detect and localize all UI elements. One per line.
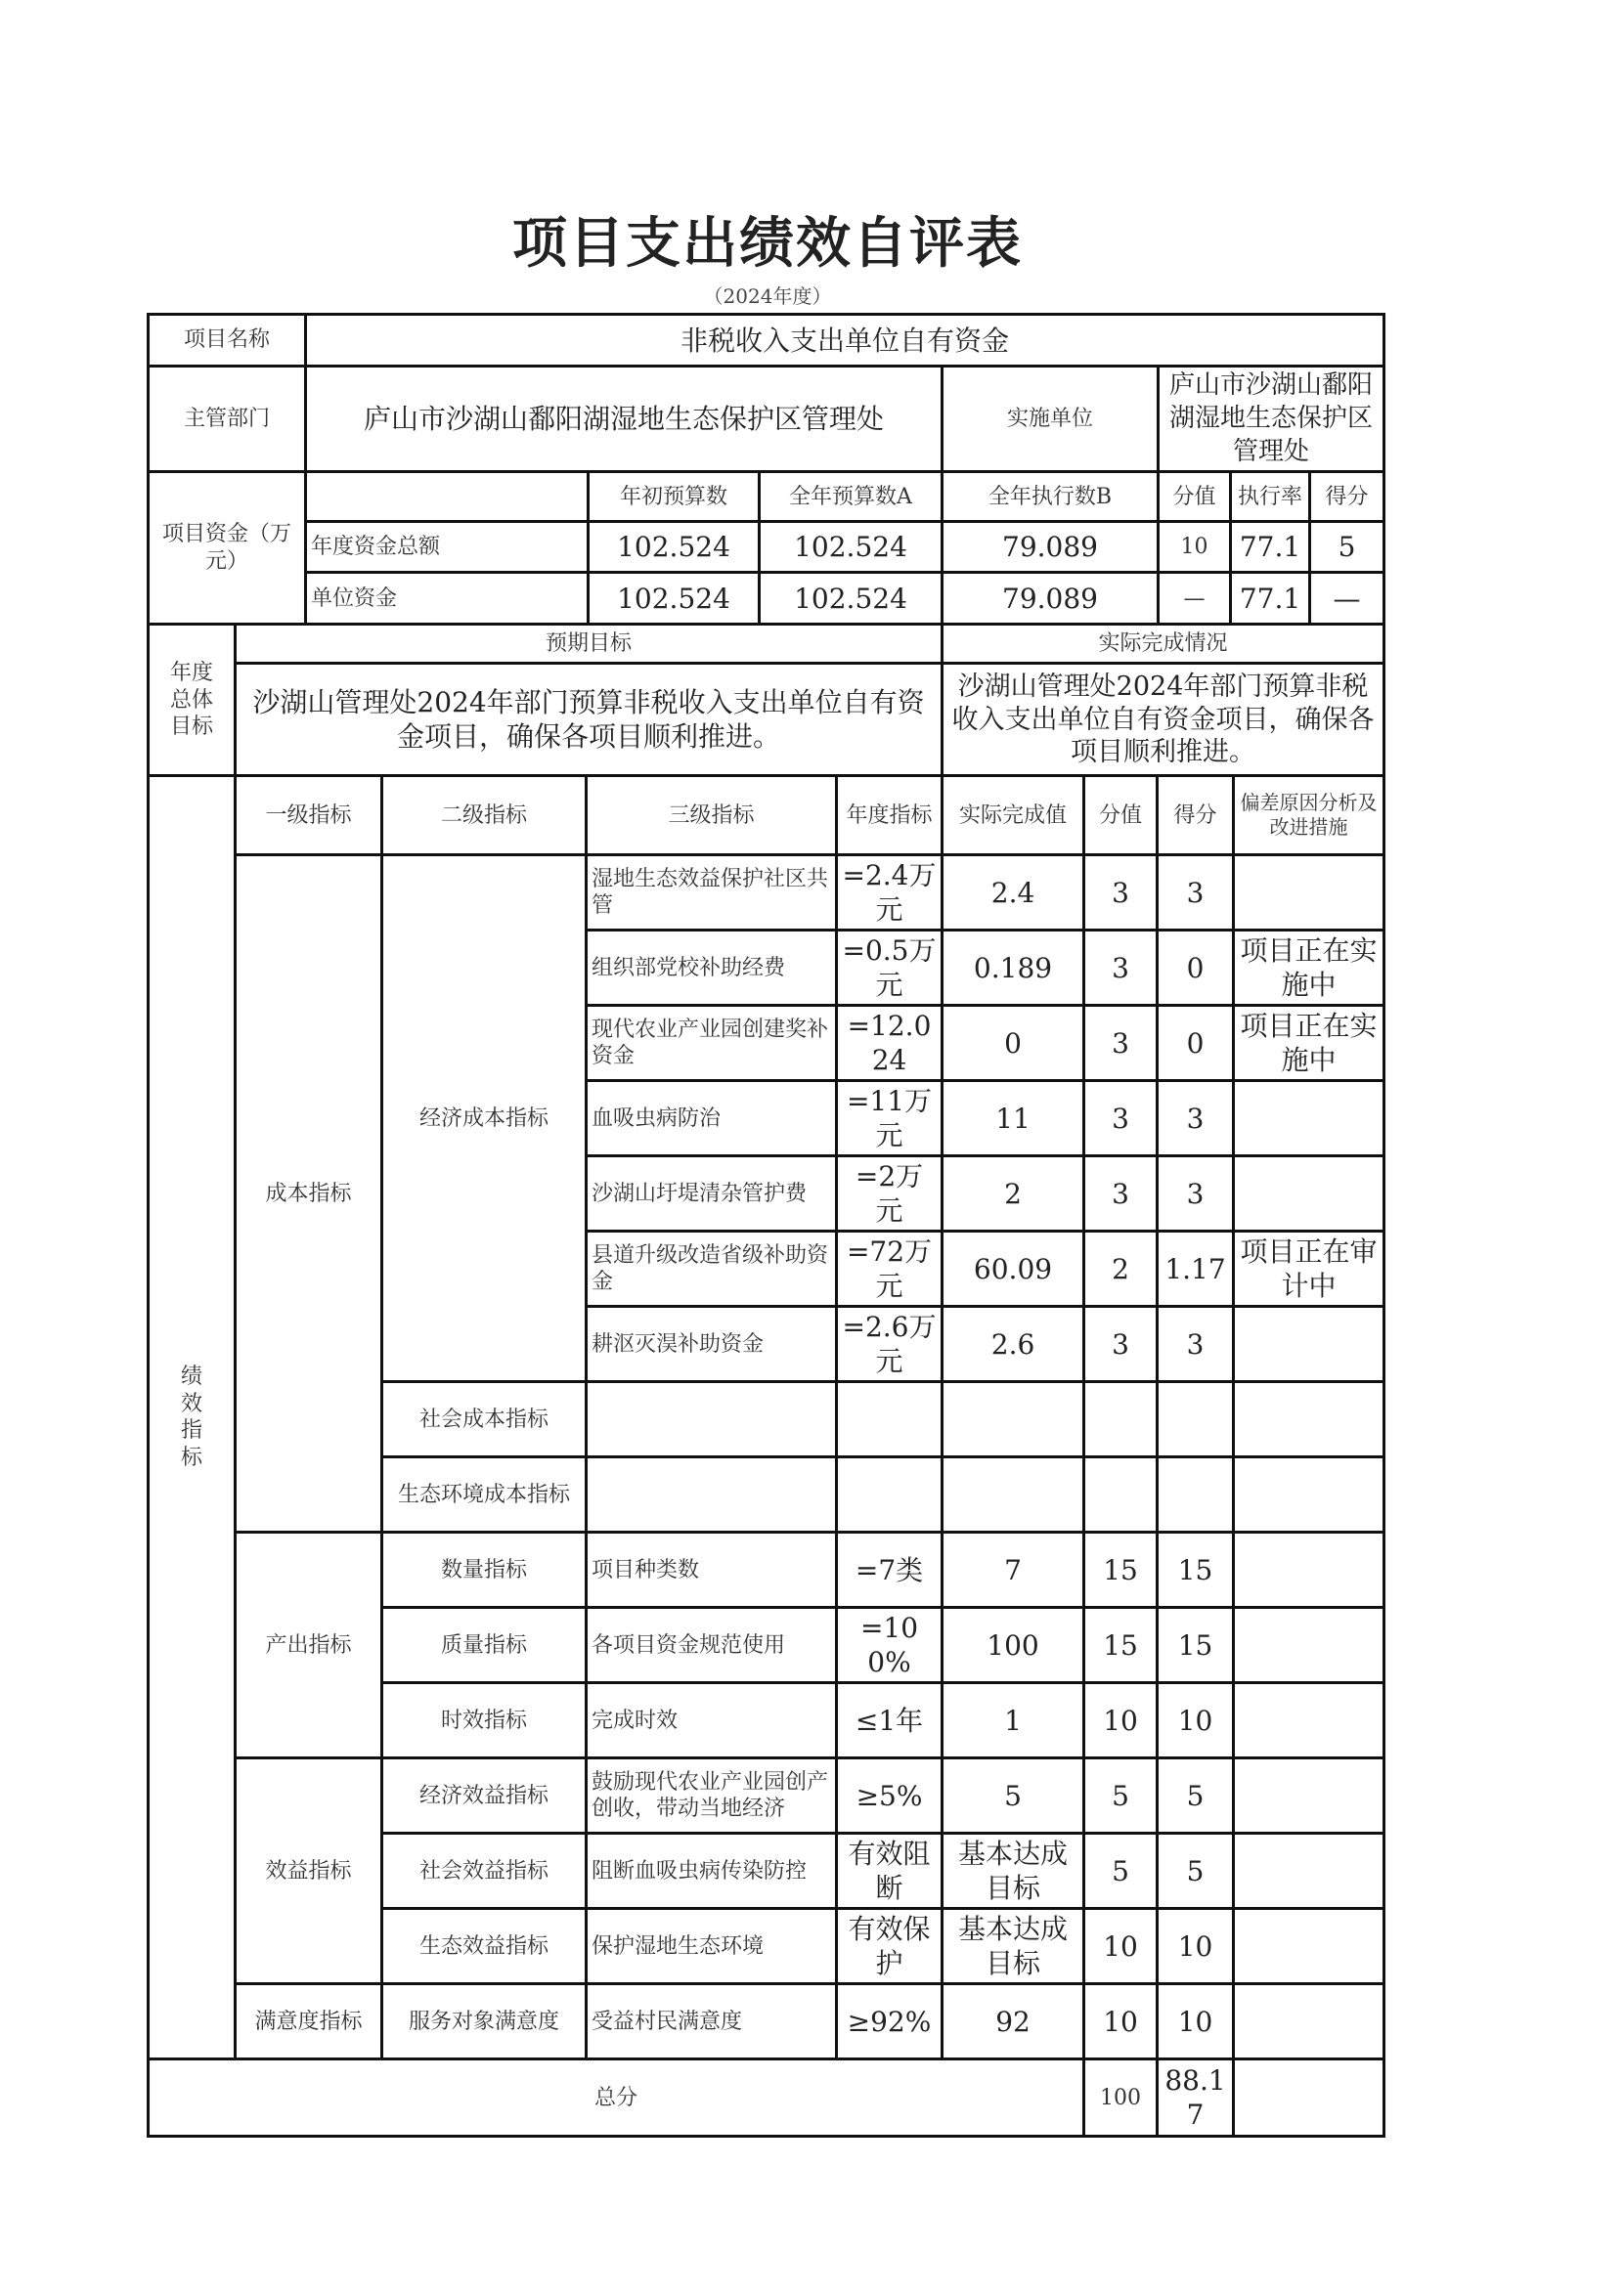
funds-header: 年初预算数 — [589, 472, 760, 522]
performance-table — [147, 623, 1385, 2138]
score-got: 3 — [1158, 855, 1234, 931]
level3-indicator: 各项目资金规范使用 — [587, 1608, 837, 1683]
level1-indicator: 满意度指标 — [236, 1984, 382, 2059]
indicator-row — [149, 1984, 1384, 2059]
level2-indicator: 经济效益指标 — [382, 1758, 587, 1834]
actual-value — [943, 1382, 1084, 1457]
indicator-header: 年度指标 — [837, 776, 943, 855]
actual-value: 1 — [943, 1683, 1084, 1758]
annual-target: =2.4万元 — [837, 855, 943, 931]
annual-target: =0.5万元 — [837, 931, 943, 1006]
deviation-reason — [1234, 1533, 1384, 1608]
total-row — [149, 2059, 1384, 2137]
level3-indicator: 湿地生态效益保护社区共管 — [587, 855, 837, 931]
annual-target: =100% — [837, 1608, 943, 1683]
indicator-header: 实际完成值 — [943, 776, 1084, 855]
deviation-reason — [1234, 1382, 1384, 1457]
score-value: 15 — [1084, 1608, 1158, 1683]
deviation-reason — [1234, 1909, 1384, 1984]
score-got: 3 — [1158, 1156, 1234, 1232]
total-label: 总分 — [149, 2059, 1084, 2137]
actual-value: 基本达成目标 — [943, 1909, 1084, 1984]
score-value: 3 — [1084, 931, 1158, 1006]
annual-target: =12.024 — [837, 1006, 943, 1081]
level3-indicator: 组织部党校补助经费 — [587, 931, 837, 1006]
funds-header: 全年执行数B — [943, 472, 1159, 522]
level1-indicator: 效益指标 — [236, 1758, 382, 1984]
actual-value: 0 — [943, 1006, 1084, 1081]
score-value: 5 — [1084, 1834, 1158, 1909]
actual-value: 92 — [943, 1984, 1084, 2059]
funds-label: 项目资金（万元） — [149, 472, 306, 625]
actual-value — [943, 1457, 1084, 1533]
indicator-header: 偏差原因分析及改进措施 — [1234, 776, 1384, 855]
level1-indicator: 成本指标 — [236, 855, 382, 1533]
actual-value: 2 — [943, 1156, 1084, 1232]
score-got: 0 — [1158, 931, 1234, 1006]
annual-target: =2.6万元 — [837, 1307, 943, 1382]
project-name: 非税收入支出单位自有资金 — [306, 315, 1384, 367]
actual-goal-label: 实际完成情况 — [943, 625, 1384, 664]
level2-indicator: 时效指标 — [382, 1683, 587, 1758]
actual-value: 5 — [943, 1758, 1084, 1834]
deviation-reason: 项目正在审计中 — [1234, 1232, 1384, 1307]
deviation-reason — [1234, 1457, 1384, 1533]
annual-target: ≥92% — [837, 1984, 943, 2059]
level2-indicator: 社会成本指标 — [382, 1382, 587, 1457]
level2-indicator: 数量指标 — [382, 1533, 587, 1608]
level3-indicator — [587, 1382, 837, 1457]
score-got: 0 — [1158, 1006, 1234, 1081]
score-got: 15 — [1158, 1608, 1234, 1683]
annual-target: =7类 — [837, 1533, 943, 1608]
score-got: 5 — [1158, 1834, 1234, 1909]
dept-label: 主管部门 — [149, 367, 306, 472]
score-got: 10 — [1158, 1984, 1234, 2059]
indicator-header: 二级指标 — [382, 776, 587, 855]
level3-indicator: 阻断血吸虫病传染防控 — [587, 1834, 837, 1909]
score-value: 3 — [1084, 855, 1158, 931]
funds-header: 得分 — [1310, 472, 1384, 522]
deviation-reason: 项目正在实施中 — [1234, 1006, 1384, 1081]
actual-value: 60.09 — [943, 1232, 1084, 1307]
level2-indicator: 经济成本指标 — [382, 855, 587, 1382]
level3-indicator — [587, 1457, 837, 1533]
level3-indicator: 现代农业产业园创建奖补资金 — [587, 1006, 837, 1081]
annual-target: 有效保护 — [837, 1909, 943, 1984]
score-value: 5 — [1084, 1758, 1158, 1834]
annual-target — [837, 1382, 943, 1457]
indicator-header: 三级指标 — [587, 776, 837, 855]
funds-row-name: 年度资金总额 — [306, 522, 589, 573]
annual-target: ≥5% — [837, 1758, 943, 1834]
page-title: 项目支出绩效自评表 — [512, 212, 1023, 276]
annual-target: =2万元 — [837, 1156, 943, 1232]
year-subtitle: （2024年度） — [703, 284, 832, 308]
score-value — [1084, 1457, 1158, 1533]
impl-value: 庐山市沙湖山鄱阳湖湿地生态保护区管理处 — [1159, 367, 1384, 472]
indicator-row — [149, 1533, 1384, 1608]
funds-annual: 102.524 — [760, 522, 943, 573]
score-got: 10 — [1158, 1683, 1234, 1758]
score-value: 3 — [1084, 1006, 1158, 1081]
actual-goal-text: 沙湖山管理处2024年部门预算非税收入支出单位自有资金项目，确保各项目顺利推进。 — [943, 664, 1384, 776]
deviation-reason — [1234, 1608, 1384, 1683]
actual-value: 7 — [943, 1533, 1084, 1608]
project-info-table — [147, 313, 1385, 626]
project-name-label: 项目名称 — [149, 315, 306, 367]
indicators-label: 绩效指标 — [149, 776, 236, 2059]
level3-indicator: 耕沤灭淏补助资金 — [587, 1307, 837, 1382]
annual-target — [837, 1457, 943, 1533]
funds-rate: 77.1 — [1231, 522, 1310, 573]
indicator-header: 分值 — [1084, 776, 1158, 855]
level3-indicator: 受益村民满意度 — [587, 1984, 837, 2059]
funds-header: 全年预算数A — [760, 472, 943, 522]
funds-row-name: 单位资金 — [306, 573, 589, 625]
funds-executed: 79.089 — [943, 522, 1159, 573]
level3-indicator: 县道升级改造省级补助资金 — [587, 1232, 837, 1307]
funds-executed: 79.089 — [943, 573, 1159, 625]
level2-indicator: 服务对象满意度 — [382, 1984, 587, 2059]
indicator-header-row — [149, 776, 1384, 855]
annual-target: =11万元 — [837, 1081, 943, 1156]
score-value: 3 — [1084, 1081, 1158, 1156]
annual-target: 有效阻断 — [837, 1834, 943, 1909]
score-got: 5 — [1158, 1758, 1234, 1834]
deviation-reason: 项目正在实施中 — [1234, 931, 1384, 1006]
impl-label: 实施单位 — [943, 367, 1159, 472]
funds-header: 执行率 — [1231, 472, 1310, 522]
dept-value: 庐山市沙湖山鄱阳湖湿地生态保护区管理处 — [306, 367, 943, 472]
indicator-header: 一级指标 — [236, 776, 382, 855]
deviation-reason — [1234, 1758, 1384, 1834]
level2-indicator: 质量指标 — [382, 1608, 587, 1683]
level3-indicator: 沙湖山圩堤清杂管护费 — [587, 1156, 837, 1232]
annual-target: ≤1年 — [837, 1683, 943, 1758]
score-value: 15 — [1084, 1533, 1158, 1608]
level3-indicator: 保护湿地生态环境 — [587, 1909, 837, 1984]
indicator-row — [149, 855, 1384, 931]
score-value — [1084, 1382, 1158, 1457]
actual-value: 2.4 — [943, 855, 1084, 931]
level2-indicator: 生态效益指标 — [382, 1909, 587, 1984]
deviation-reason — [1234, 1081, 1384, 1156]
actual-value: 2.6 — [943, 1307, 1084, 1382]
funds-score: 10 — [1159, 522, 1231, 573]
deviation-reason — [1234, 1156, 1384, 1232]
level3-indicator: 鼓励现代农业产业园创产创收，带动当地经济 — [587, 1758, 837, 1834]
actual-value: 基本达成目标 — [943, 1834, 1084, 1909]
deviation-reason — [1234, 1984, 1384, 2059]
funds-initial: 102.524 — [589, 522, 760, 573]
form-tables — [147, 313, 1383, 2138]
expected-goal-label: 预期目标 — [236, 625, 943, 664]
score-got: 15 — [1158, 1533, 1234, 1608]
annual-target: =72万元 — [837, 1232, 943, 1307]
funds-rate: 77.1 — [1231, 573, 1310, 625]
score-got — [1158, 1382, 1234, 1457]
score-got: 10 — [1158, 1909, 1234, 1984]
deviation-reason — [1234, 855, 1384, 931]
goals-label: 年度总体目标 — [149, 625, 236, 776]
funds-initial: 102.524 — [589, 573, 760, 625]
funds-annual: 102.524 — [760, 573, 943, 625]
level1-indicator: 产出指标 — [236, 1533, 382, 1758]
level3-indicator: 血吸虫病防治 — [587, 1081, 837, 1156]
indicator-header: 得分 — [1158, 776, 1234, 855]
funds-got: 5 — [1310, 522, 1384, 573]
score-value: 10 — [1084, 1984, 1158, 2059]
total-score: 100 — [1084, 2059, 1158, 2137]
deviation-reason — [1234, 1834, 1384, 1909]
expected-goal-text: 沙湖山管理处2024年部门预算非税收入支出单位自有资金项目，确保各项目顺利推进。 — [236, 664, 943, 776]
total-remark — [1234, 2059, 1384, 2137]
level2-indicator: 生态环境成本指标 — [382, 1457, 587, 1533]
funds-blank-header — [306, 472, 589, 522]
score-value: 2 — [1084, 1232, 1158, 1307]
actual-value: 100 — [943, 1608, 1084, 1683]
actual-value: 11 — [943, 1081, 1084, 1156]
score-value: 10 — [1084, 1909, 1158, 1984]
deviation-reason — [1234, 1307, 1384, 1382]
score-got: 1.17 — [1158, 1232, 1234, 1307]
level3-indicator: 完成时效 — [587, 1683, 837, 1758]
indicator-row — [149, 1758, 1384, 1834]
total-got: 88.17 — [1158, 2059, 1234, 2137]
funds-score: — — [1159, 573, 1231, 625]
actual-value: 0.189 — [943, 931, 1084, 1006]
score-got: 3 — [1158, 1081, 1234, 1156]
score-got — [1158, 1457, 1234, 1533]
score-got: 3 — [1158, 1307, 1234, 1382]
score-value: 10 — [1084, 1683, 1158, 1758]
level3-indicator: 项目种类数 — [587, 1533, 837, 1608]
deviation-reason — [1234, 1683, 1384, 1758]
level2-indicator: 社会效益指标 — [382, 1834, 587, 1909]
funds-got: — — [1310, 573, 1384, 625]
funds-header: 分值 — [1159, 472, 1231, 522]
score-value: 3 — [1084, 1156, 1158, 1232]
score-value: 3 — [1084, 1307, 1158, 1382]
